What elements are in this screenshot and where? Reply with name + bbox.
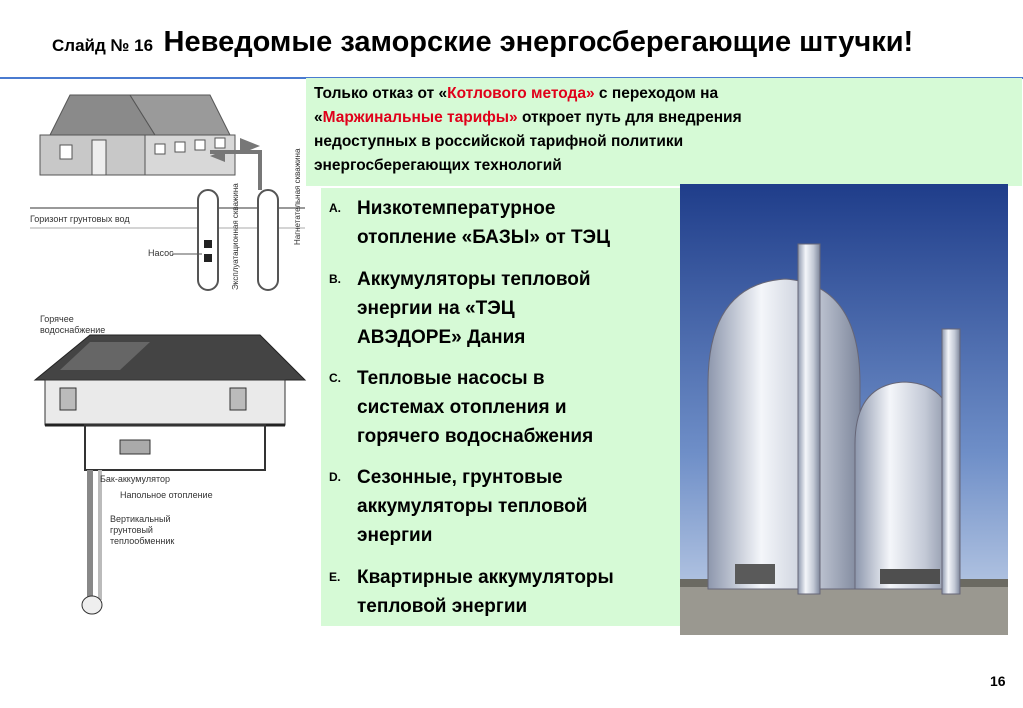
label-exploitation-well: Эксплуатационная скважина <box>231 183 240 290</box>
intro-line-4: энергосберегающих технологий <box>314 157 562 174</box>
intro-line-3: недоступных в российской тарифной политики <box>314 133 684 150</box>
highlight-boiler-method: Котлового метода» <box>447 85 595 102</box>
label-vertical-2: грунтовый <box>110 525 153 535</box>
label-injection-well: Нагнетательная скважина <box>293 148 302 245</box>
label-vertical-1: Вертикальный <box>110 514 171 524</box>
label-groundwater: Горизонт грунтовых вод <box>30 214 130 224</box>
intro-line-1: Только отказ от «Котлового метода» с переходом на <box>314 85 719 102</box>
slide-title-bar <box>52 26 1012 66</box>
label-vertical-3: теплообменник <box>110 536 175 546</box>
label-hot-water-2: водоснабжение <box>40 325 106 335</box>
label-floor-heating: Напольное отопление <box>120 490 213 500</box>
house-top-illustration <box>40 95 235 175</box>
label-pump: Насос <box>148 248 174 258</box>
house-bottom-illustration <box>35 335 305 470</box>
intro-text-box <box>306 78 1022 186</box>
heat-storage-tanks-photo <box>680 184 1008 635</box>
label-hot-water-1: Горячее <box>40 314 74 324</box>
slide-title: Неведомые заморские энергосберегающие штучки! <box>163 26 914 58</box>
intro-line-2: «Маржинальные тарифы» откроет путь для внедрения <box>314 109 742 126</box>
heat-pump-diagram <box>30 80 310 620</box>
label-tank: Бак-аккумулятор <box>100 474 170 484</box>
slide-number-prefix: Слайд № 16 <box>52 36 154 55</box>
page-number: 16 <box>990 673 1006 689</box>
highlight-marginal-tariffs: Маржинальные тарифы» <box>322 109 518 126</box>
